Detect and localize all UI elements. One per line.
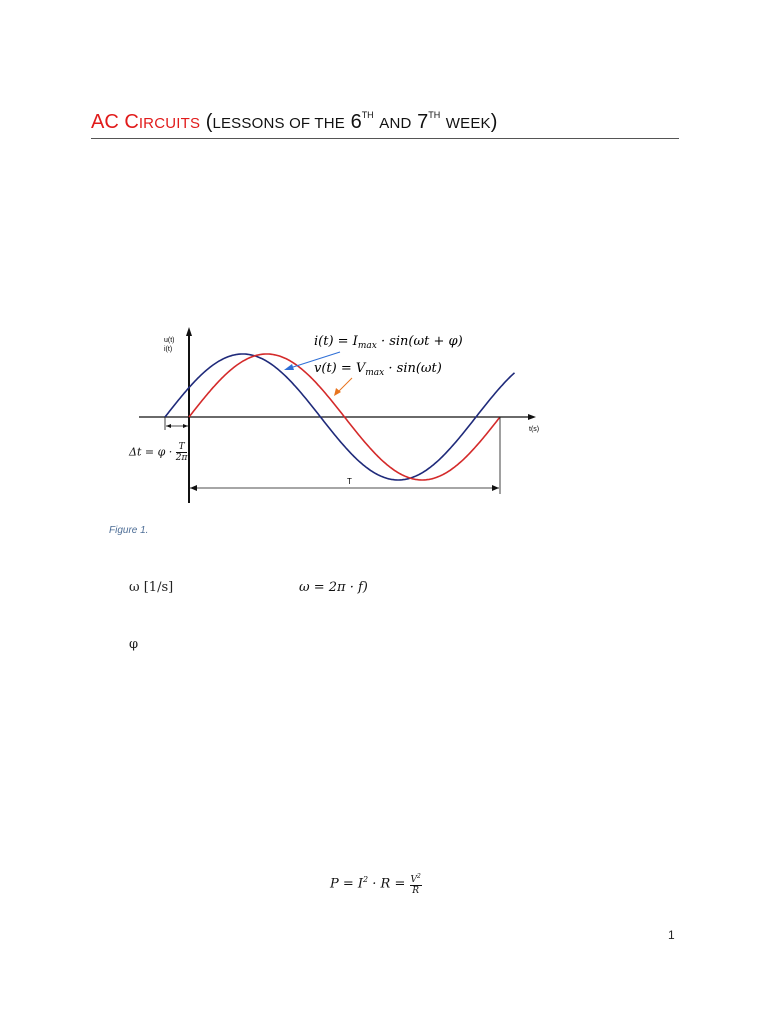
period-label: T <box>347 477 352 486</box>
power-fraction <box>410 872 422 896</box>
title-th1: TH <box>361 110 374 120</box>
voltage-equation: $v(t) = V_{max} \cdot \sin(\omega t)$ <box>314 361 442 378</box>
page-number: 1 <box>668 928 675 942</box>
title-th2: TH <box>428 110 441 120</box>
current-equation: $i(t) = I_{max} \cdot \sin(\omega t + \varphi)$ <box>314 334 463 351</box>
title-ircuits: IRCUITS <box>138 115 201 132</box>
x-axis-label: t(s) <box>529 426 540 433</box>
phase-shift-denominator: 2π <box>175 453 188 463</box>
period-arrow-left <box>190 485 197 491</box>
title-week: WEEK <box>445 115 491 132</box>
phase-shift-left: Δt = φ · <box>129 445 173 459</box>
power-left: P = I <box>330 876 364 892</box>
phase-shift-fraction <box>176 442 188 463</box>
voltage-callout-arrow <box>334 388 341 396</box>
title-close-paren: ) <box>490 111 498 133</box>
phase-arrow-right <box>183 424 188 428</box>
x-axis-arrow <box>528 414 536 420</box>
title-seven: 7 <box>417 111 429 133</box>
y-axis-label-u: u(t) <box>164 337 175 344</box>
figure-caption: Figure 1. <box>109 525 149 536</box>
period-arrow-right <box>492 485 499 491</box>
y-axis-label-i: i(t) <box>164 346 173 353</box>
power-mid: · R = <box>368 876 406 892</box>
phase-shift-numerator: T <box>176 442 188 453</box>
voltage-callout-line <box>338 378 352 392</box>
title-open-paren: ( <box>200 111 213 133</box>
phase-shift-formula <box>129 442 187 463</box>
phi-symbol: φ <box>129 637 139 652</box>
phase-arrow-left <box>166 424 171 428</box>
power-numerator: $V^2$ <box>410 873 421 885</box>
power-denominator: R <box>412 886 420 896</box>
title-lessons: LESSONS OF THE <box>212 115 345 132</box>
title-and: AND <box>379 115 412 132</box>
power-formula <box>330 872 422 896</box>
current-callout-arrow <box>284 364 294 370</box>
omega-unit: ω [1/s] <box>129 580 174 595</box>
power-exp: 2 <box>363 875 369 885</box>
omega-formula: ω = 2π · f) <box>299 580 368 595</box>
title-six: 6 <box>350 111 362 133</box>
title-ac: AC <box>91 111 119 133</box>
y-axis-arrow <box>186 327 192 336</box>
title-c: C <box>124 111 139 133</box>
